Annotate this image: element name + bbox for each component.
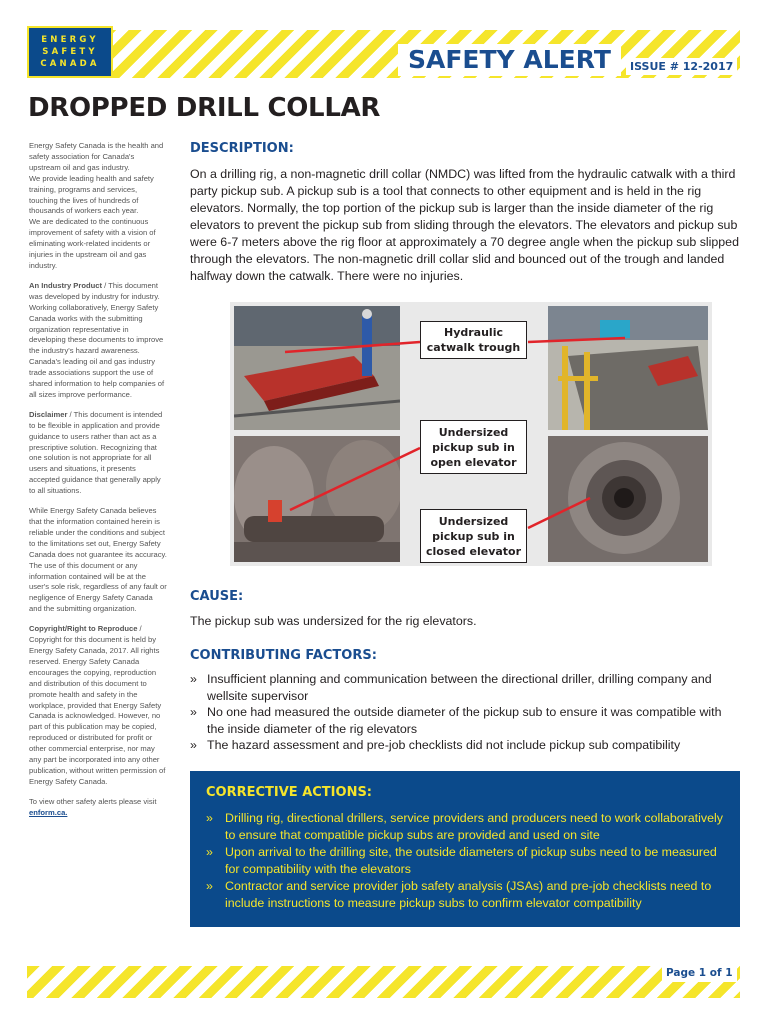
sidebar-intro: We provide leading health and safety training, programs and services, touching the lives of hundreds of thousands of workers each year. bbox=[29, 173, 154, 216]
description-text: On a drilling rig, a non-magnetic drill collar (NMDC) was lifted from the hydraulic catwalk with a third party pickup sub. A pickup sub is a tool that connects to other equipment and is held in the rig elevators. Normally, the top portion of the pickup sub is larger than the inside diameter of the rig elevators to prevent the pickup sub from sliding through the elevators. The elevators and pickup sub were 6-7 meters above the rig floor at approximately a 70 degree angle when the pickup sub slipped through the elevators. The non-magnetic drill collar slid and bounced out of the trough and landed halfway down the catwalk. There were no injuries. bbox=[190, 167, 739, 283]
corrective-actions-box bbox=[190, 771, 740, 927]
sidebar bbox=[29, 141, 167, 828]
callout-catwalk-trough: Hydraulic catwalk trough bbox=[420, 321, 527, 359]
contributing-factors-list bbox=[190, 671, 730, 754]
callout-closed-elevator: Undersized pickup sub in closed elevator bbox=[420, 509, 527, 563]
contributing-factors-heading: CONTRIBUTING FACTORS: bbox=[190, 648, 377, 663]
copyright-paragraph bbox=[29, 624, 167, 788]
copyright-heading: Copyright/Right to Reproduce bbox=[29, 624, 138, 634]
page-number: Page 1 of 1 bbox=[662, 964, 737, 982]
corrective-actions-list bbox=[206, 810, 724, 912]
list-item: » Contractor and service provider job safety analysis (JSAs) and pre-job checklists need to include instructions to measure pickup subs to confirm elevator compatibility bbox=[206, 878, 724, 912]
callout-open-elevator: Undersized pickup sub in open elevator bbox=[420, 420, 527, 474]
issue-number: ISSUE # 12-2017 bbox=[626, 58, 737, 75]
industry-product-heading: An Industry Product bbox=[29, 280, 102, 290]
list-item: » Drilling rig, directional drillers, service providers and producers need to work collaboratively to ensure that compatible pickup subs are provided and used on site bbox=[206, 810, 724, 844]
industry-product-text: / This document was developed by industry for industry. Working collaboratively, Energy Safety Canada works with the submitting organization representative in developing these documents to improve the industry's hazard awareness. Canada's leading oil and gas industry trade associations support the use of shared information to help companies of all sizes improve performance. bbox=[29, 280, 165, 399]
industry-product-paragraph bbox=[29, 281, 167, 401]
description-heading: DESCRIPTION: bbox=[190, 141, 294, 156]
view-alerts-paragraph bbox=[29, 797, 167, 819]
list-item: » Insufficient planning and communication between the directional driller, drilling company and wellsite supervisor bbox=[190, 671, 730, 704]
view-alerts-text: To view other safety alerts please visit bbox=[29, 796, 157, 806]
list-item: » No one had measured the outside diameter of the pickup sub to ensure it was compatible with the inside diameter of the rig elevators bbox=[190, 704, 730, 737]
disclaimer-text: / This document is intended to be flexible in application and provide guidance to users rather than act as a prescriptive solution. Recognizing that one solution is not appropriate for all users and situations, it presents accepted guidance that generally apply to all situations. bbox=[29, 409, 163, 496]
corrective-actions-heading: CORRECTIVE ACTIONS: bbox=[206, 785, 373, 800]
hazard-stripe-bottom bbox=[27, 966, 740, 998]
page-title: DROPPED DRILL COLLAR bbox=[28, 93, 381, 123]
cause-heading: CAUSE: bbox=[190, 589, 244, 604]
enform-link[interactable]: enform.ca. bbox=[29, 807, 68, 817]
cause-text: The pickup sub was undersized for the rig elevators. bbox=[190, 614, 477, 628]
logo-line: SAFETY bbox=[42, 47, 98, 57]
incident-photo-figure bbox=[230, 302, 712, 566]
sidebar-intro: We are dedicated to the continuous improvement of safety with a vision of eliminating work-related incidents or injuries in the upstream oil and gas industry. bbox=[29, 217, 156, 270]
list-item: » The hazard assessment and pre-job checklists did not include pickup sub compatibility bbox=[190, 737, 730, 754]
copyright-text: / Copyright for this document is held by Energy Safety Canada, 2017. All rights reserved. Energy Safety Canada encourages the copying, reproduction and distribution of this document to promote health and safety in the workplace, provided that Energy Safety Canada is acknowledged. However, no part of this publication may be copied, reproduced or distributed for profit or other commercial enterprise, nor may any part be incorporated into any other publication, without written permission of Energy Safety Canada. bbox=[29, 624, 166, 786]
safety-alert-title: SAFETY ALERT bbox=[398, 44, 621, 76]
disclaimer-heading: Disclaimer bbox=[29, 409, 68, 419]
logo-line: CANADA bbox=[40, 59, 100, 69]
disclaimer-paragraph bbox=[29, 410, 167, 497]
description-section bbox=[190, 141, 740, 285]
sidebar-intro: Energy Safety Canada is the health and safety association for Canada's upstream oil and gas industry. bbox=[29, 141, 164, 172]
logo-line: ENERGY bbox=[41, 35, 99, 45]
liability-paragraph: While Energy Safety Canada believes that the information contained herein is reliable under the conditions and subject to the limitations set out, Energy Safety Canada does not guarantee its accuracy. The use of this document or any information contained will be at the user's sole risk, regardless of any fault or negligence of Energy Safety Canada and the submitting organization. bbox=[29, 506, 167, 614]
energy-safety-canada-logo bbox=[27, 26, 113, 78]
list-item: » Upon arrival to the drilling site, the outside diameters of pickup subs need to be measured for compatibility with the elevators bbox=[206, 844, 724, 878]
